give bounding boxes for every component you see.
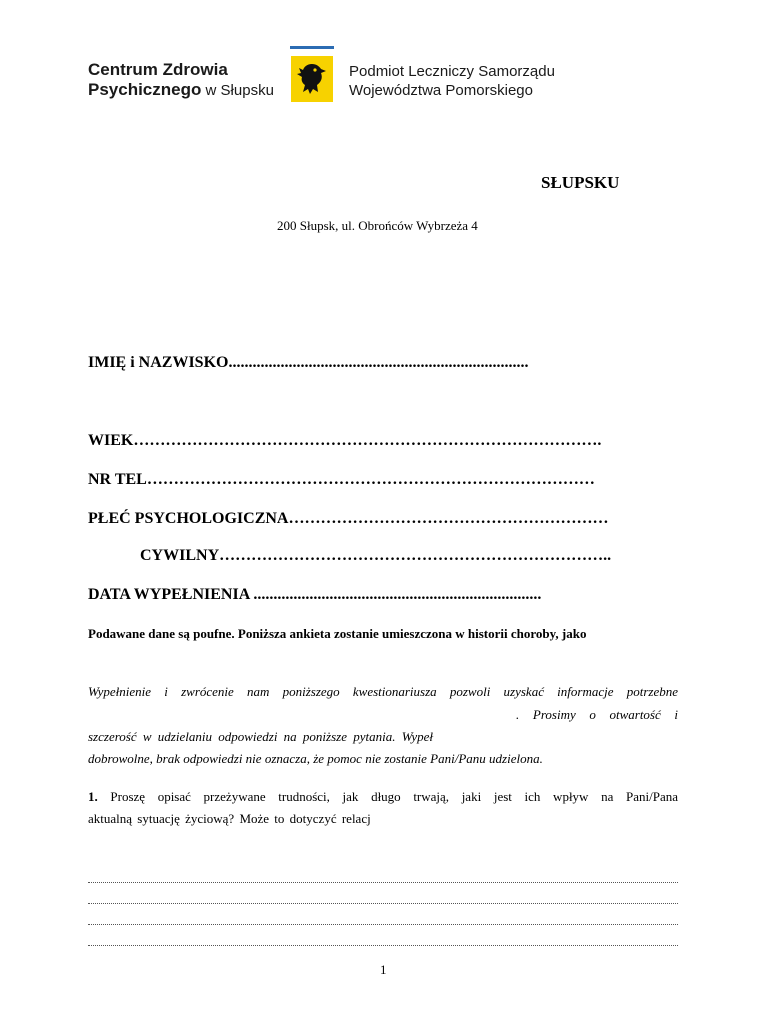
question-1-number: 1. [88,789,98,804]
phone-field[interactable] [88,471,595,489]
age-label: WIEK [88,432,134,449]
date-field[interactable] [88,586,541,604]
logo-accent-bar [290,46,334,49]
name-field[interactable] [88,354,528,372]
phone-dots: ………………………………………………………………………… [146,471,595,488]
civil-field[interactable] [140,547,611,565]
question-1-text: Proszę opisać przeżywane trudności, jak długo trwają, jaki jest ich wpływ na Pani/Pana [97,789,678,804]
question-1-line-1 [88,789,678,805]
institution-city: SŁUPSKU [541,173,620,192]
logo-right [349,62,555,100]
question-1-line-2: aktualną sytuację życiową? Może to dotyczyć relacj [88,811,371,826]
answer-line[interactable] [88,945,678,946]
psych-sex-dots: …………………………………………………… [288,510,609,527]
logo-right-line2: Województwa Pomorskiego [349,82,533,99]
intro-line-2: . Prosimy o otwartość i [516,707,678,722]
name-label: IMIĘ i NAZWISKO [88,354,229,371]
answer-line[interactable] [88,882,678,883]
institution-address: 200 Słupsk, ul. Obrońców Wybrzeża 4 [277,218,478,233]
page-number: 1 [380,962,387,977]
griffin-crest-icon [291,56,333,102]
civil-dots: ……………………………………………………………….. [219,547,612,564]
logo-left-line2-rest: w Słupsku [201,82,274,99]
civil-label: CYWILNY [140,547,220,564]
logo-left [88,60,274,101]
psych-sex-label: PŁEĆ PSYCHOLOGICZNA [88,510,289,527]
answer-line[interactable] [88,924,678,925]
logo-left-line1: Centrum Zdrowia [88,60,228,79]
logo-left-line2-bold: Psychicznego [88,80,202,99]
intro-line-4: dobrowolne, brak odpowiedzi nie oznacza, że pomoc nie zostanie Pani/Panu udzielona. [88,751,543,766]
answer-line[interactable] [88,903,678,904]
logo-right-line1: Podmiot Leczniczy Samorządu [349,63,555,80]
intro-line-1: Wypełnienie i zwrócenie nam poniższego kwestionariusza pozwoli uzyskać informacje potrzebne [88,684,678,699]
date-label: DATA WYPEŁNIENIA [88,586,254,603]
age-field[interactable] [88,432,601,450]
date-dots: ........................................................................ [253,586,542,603]
age-dots: ……………………………………………………………………………. [133,432,602,449]
psych-sex-field[interactable] [88,510,608,528]
name-dots: ........................................................................... [228,354,529,371]
confidentiality-notice: Podawane dane są poufne. Poniższa ankieta zostanie umieszczona w historii choroby, jako [88,626,587,641]
intro-line-3: szczerość w udzielaniu odpowiedzi na poniższe pytania. Wypeł [88,729,434,744]
logo-left-line2 [88,80,274,101]
phone-label: NR TEL [88,471,147,488]
